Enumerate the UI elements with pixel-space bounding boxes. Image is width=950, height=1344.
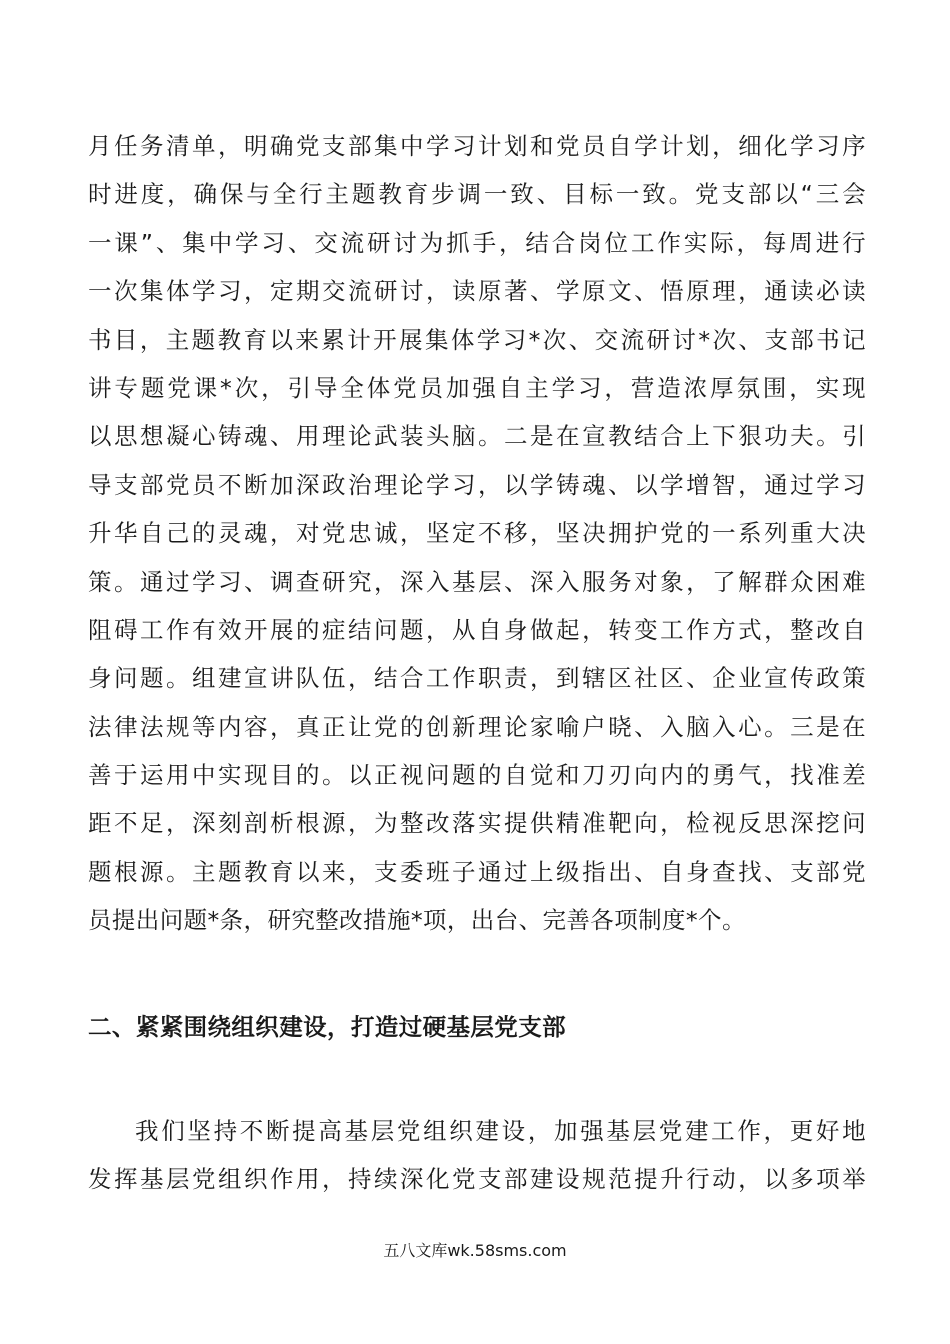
paragraph-line: 书目，主题教育以来累计开展集体学习*次、交流研讨*次、支部书记 <box>88 325 866 354</box>
paragraph-line: 月任务清单，明确党支部集中学习计划和党员自学计划，细化学习序 <box>88 132 866 160</box>
footer-watermark: 五八文库wk.58sms.com <box>383 1241 567 1260</box>
paragraph-line: 讲专题党课*次，引导全体党员加强自主学习，营造浓厚氛围，实现 <box>88 373 866 402</box>
paragraph-line: 一次集体学习，定期交流研讨，读原著、学原文、悟原理，通读必读 <box>88 277 866 306</box>
paragraph-line: 一课”、集中学习、交流研讨为抓手，结合岗位工作实际，每周进行 <box>88 228 866 257</box>
paragraph-line: 距不足，深刻剖析根源，为整改落实提供精准靶向，检视反思深挖问 <box>88 809 866 838</box>
paragraph-line: 策。通过学习、调查研究，深入基层、深入服务对象，了解群众困难 <box>88 567 866 596</box>
section-heading: 二、紧紧围绕组织建设，打造过硬基层党支部 <box>88 1013 566 1041</box>
paragraph-line: 员提出问题*条，研究整改措施*项，出台、完善各项制度*个。 <box>88 906 746 935</box>
paragraph-line: 时进度，确保与全行主题教育步调一致、目标一致。党支部以“三会 <box>88 180 866 209</box>
paragraph-line: 阻碍工作有效开展的症结问题，从自身做起，转变工作方式，整改自 <box>88 615 866 644</box>
paragraph-line: 以思想凝心铸魂、用理论武装头脑。二是在宣教结合上下狠功夫。引 <box>88 422 866 451</box>
paragraph-1 <box>88 122 866 945</box>
paragraph-line: 法律法规等内容，真正让党的创新理论家喻户晓、入脑入心。三是在 <box>88 712 866 741</box>
paragraph-line: 身问题。组建宣讲队伍，结合工作职责，到辖区社区、企业宣传政策 <box>88 664 866 693</box>
paragraph-line: 善于运用中实现目的。以正视问题的自觉和刀刃向内的勇气，找准差 <box>88 761 866 790</box>
paragraph-line: 发挥基层党组织作用，持续深化党支部建设规范提升行动，以多项举 <box>88 1165 866 1194</box>
paragraph-line: 我们坚持不断提高基层党组织建设，加强基层党建工作，更好地 <box>135 1117 866 1145</box>
paragraph-2 <box>88 1107 866 1204</box>
paragraph-line: 升华自己的灵魂，对党忠诚，坚定不移，坚决拥护党的一系列重大决 <box>88 519 866 548</box>
paragraph-line: 导支部党员不断加深政治理论学习，以学铸魂、以学增智，通过学习 <box>88 470 866 499</box>
paragraph-line: 题根源。主题教育以来，支委班子通过上级指出、自身查找、支部党 <box>88 857 866 886</box>
